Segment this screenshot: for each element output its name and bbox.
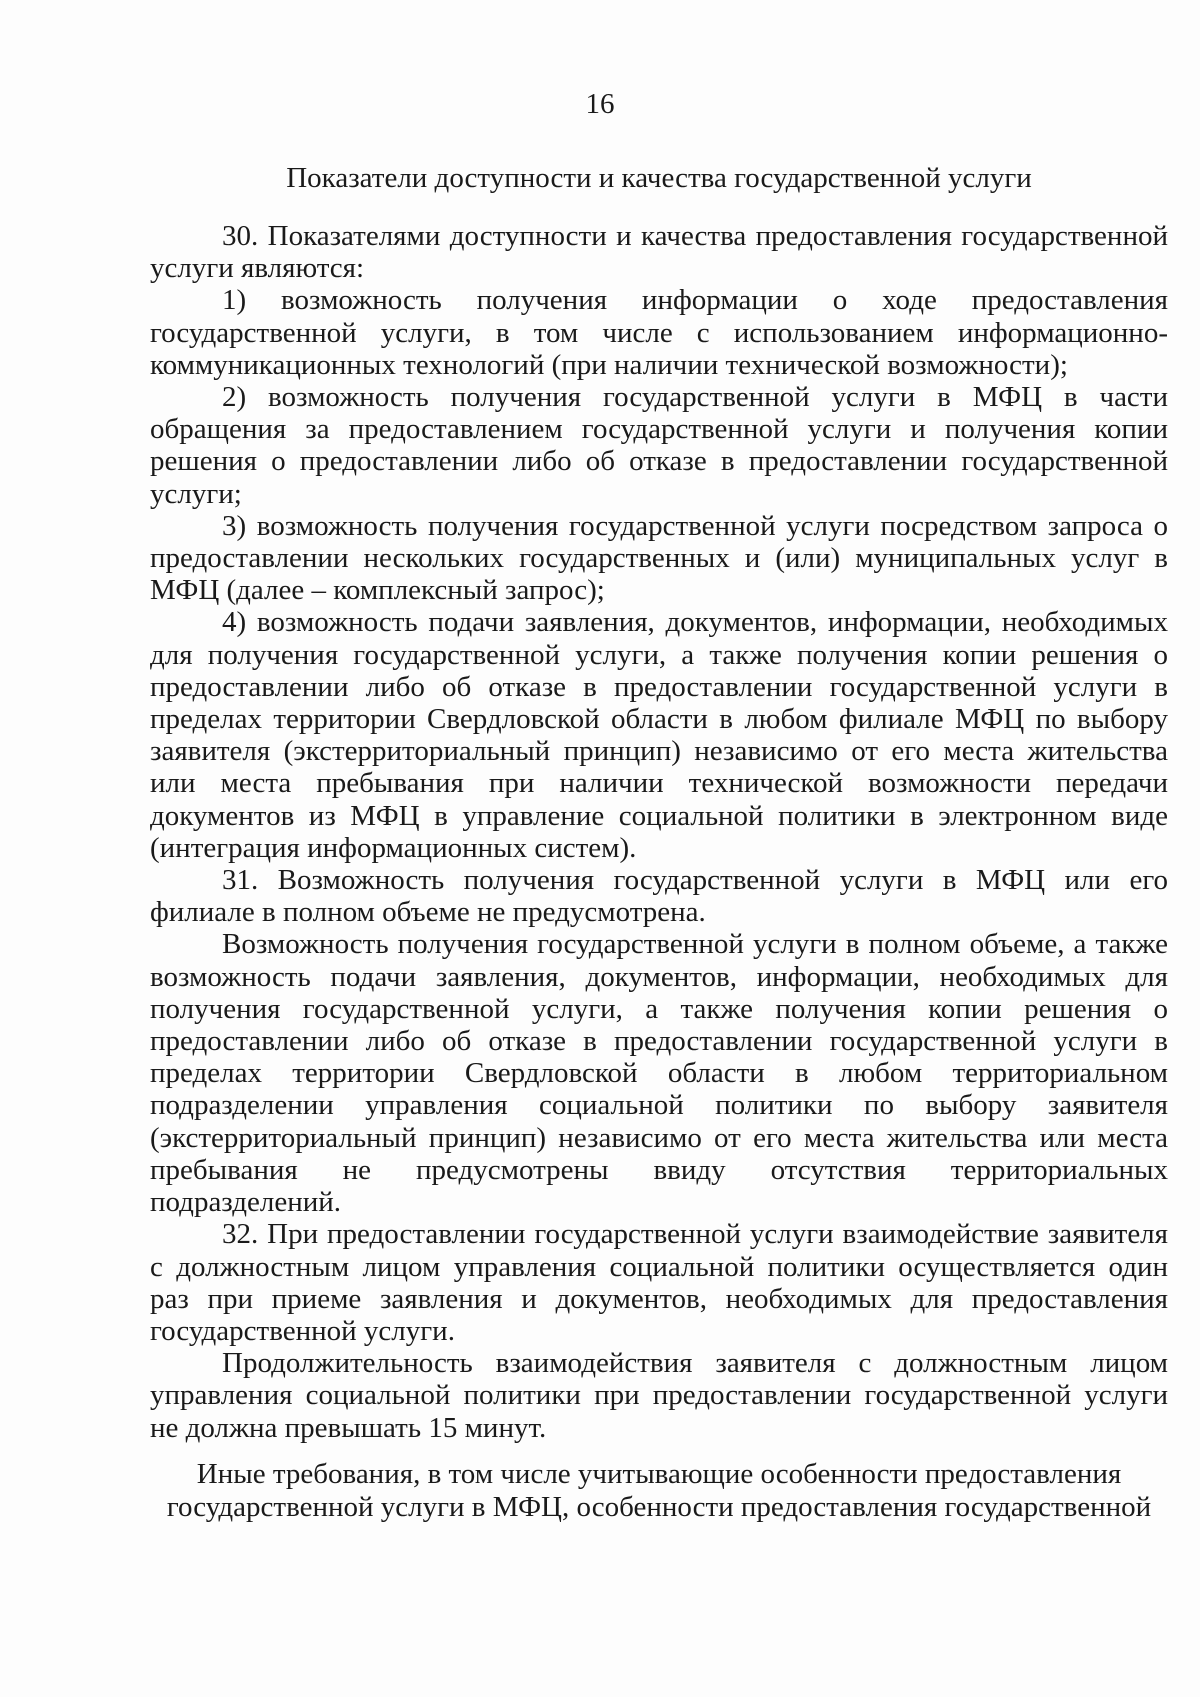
list-item-2: 2) возможность получения государственной услуги в МФЦ в части обращения за предоставлением государственной услуги и получения копии решения о предоставлении либо об отказе в предоставлении государственной услуги; xyxy=(150,381,1168,510)
page-number: 16 xyxy=(585,88,615,120)
list-item-3: 3) возможность получения государственной услуги посредством запроса о предоставлении нескольких государственных и (или) муниципальных услуг в МФЦ (далее – комплексный запрос); xyxy=(150,509,1168,607)
list-item-4: 4) возможность подачи заявления, документов, информации, необходимых для получения государственной услуги, а также получения копии решения о предоставлении либо об отказе в предоставлении государственной услуги в пределах территории Свердловской области в любом филиале МФЦ по выбору заявителя (экстерриториальный принцип) независимо от его места жительства или места пребывания при наличии технической возможности передачи документов из МФЦ в управление социальной политики в электронном виде (интеграция информационных систем). xyxy=(150,606,1168,864)
paragraph-30: 30. Показателями доступности и качества предоставления государственной услуги являются: xyxy=(150,220,1168,285)
paragraph-31: 31. Возможность получения государственной услуги в МФЦ или его филиале в полном объеме не предусмотрена. xyxy=(150,864,1168,929)
section-heading-other-requirements xyxy=(150,1458,1168,1524)
section-heading-accessibility: Показатели доступности и качества государственной услуги xyxy=(286,162,1032,194)
list-item-1: 1) возможность получения информации о ходе предоставления государственной услуги, в том числе с использованием информационно-коммуникационных технологий (при наличии технической возможности); xyxy=(150,284,1168,381)
section-heading-line-2: государственной услуги в МФЦ, особенности предоставления государственной xyxy=(166,1491,1152,1523)
paragraph-32-duration: Продолжительность взаимодействия заявителя с должностным лицом управления социальной политики при предоставлении государственной услуги не должна превышать 15 минут. xyxy=(150,1347,1168,1444)
section-heading-line-1: Иные требования, в том числе учитывающие особенности предоставления xyxy=(196,1458,1122,1490)
body-text xyxy=(150,220,1168,1444)
paragraph-31-continuation: Возможность получения государственной услуги в полном объеме, а также возможность подачи заявления, документов, информации, необходимых для получения государственной услуги, а также получения копии решения о предоставлении либо об отказе в предоставлении государственной услуги в пределах территории Свердловской области в любом территориальном подразделении управления социальной политики по выбору заявителя (экстерриториальный принцип) независимо от его места жительства или места пребывания не предусмотрены ввиду отсутствия территориальных подразделений. xyxy=(150,928,1168,1219)
paragraph-32: 32. При предоставлении государственной услуги взаимодействие заявителя с должностным лицом управления социальной политики осуществляется один раз при приеме заявления и документов, необходимых для предоставления государственной услуги. xyxy=(150,1218,1168,1347)
